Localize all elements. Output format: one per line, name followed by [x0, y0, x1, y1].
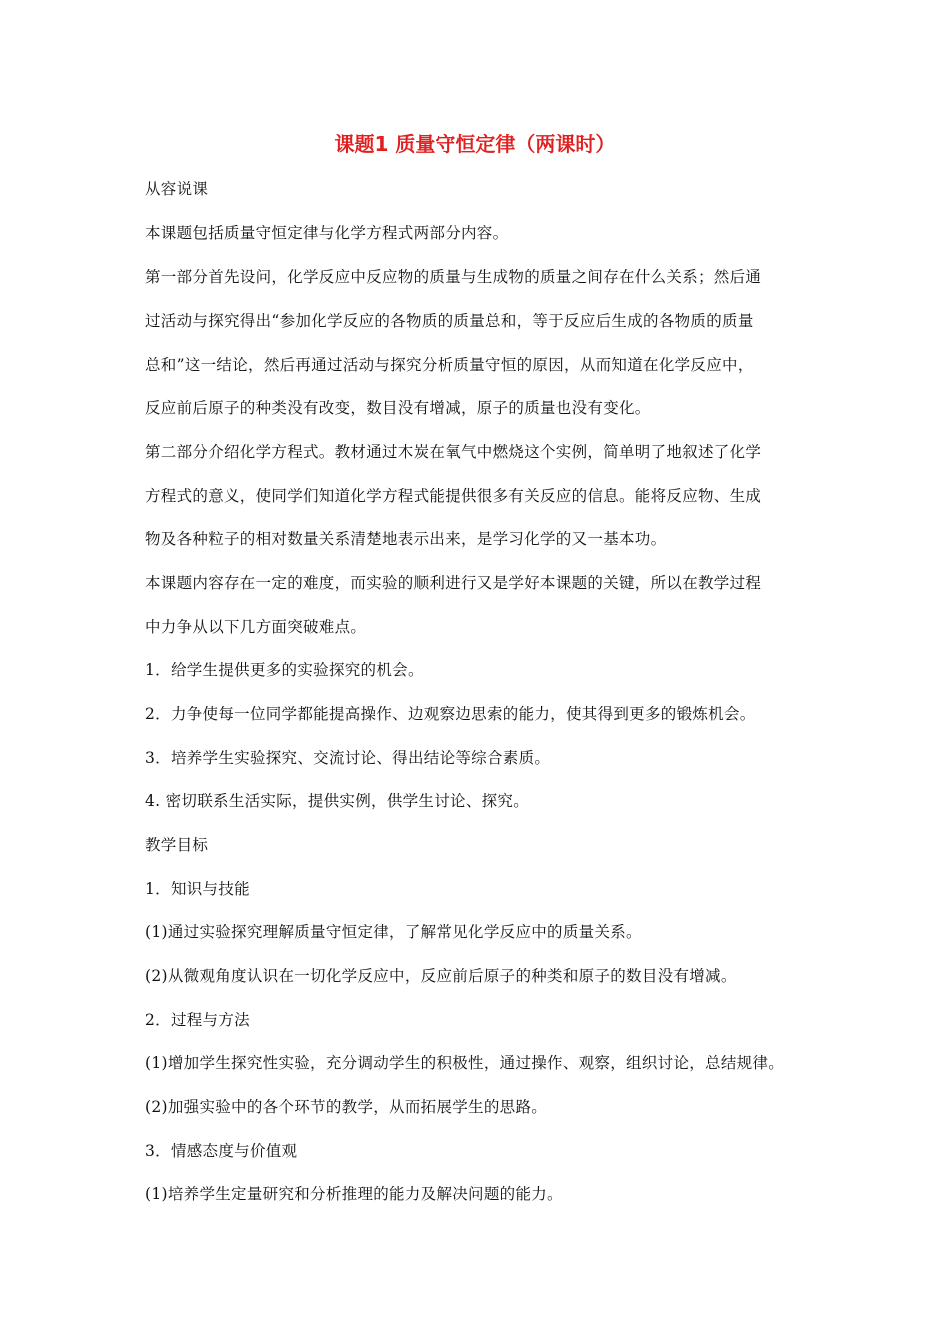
paragraph-line: 反应前后原子的种类没有改变，数目没有增减，原子的质量也没有变化。 [145, 399, 651, 417]
paragraph-line: 本课题包括质量守恒定律与化学方程式两部分内容。 [145, 224, 509, 242]
paragraph-line: 第一部分首先设问，化学反应中反应物的质量与生成物的质量之间存在什么关系；然后通 [145, 268, 762, 286]
subsection-heading: 1．知识与技能 [145, 880, 250, 898]
subsection-heading: 2．过程与方法 [145, 1011, 250, 1029]
paragraph-line: 方程式的意义，使同学们知道化学方程式能提供很多有关反应的信息。能将反应物、生成 [145, 487, 762, 505]
list-item: (2)从微观角度认识在一切化学反应中，反应前后原子的种类和原子的数目没有增减。 [145, 967, 737, 985]
list-item: 3．培养学生实验探究、交流讨论、得出结论等综合素质。 [145, 749, 551, 767]
list-item: (1)培养学生定量研究和分析推理的能力及解决问题的能力。 [145, 1185, 563, 1203]
subsection-heading: 3．情感态度与价值观 [145, 1142, 298, 1160]
paragraph-line: 第二部分介绍化学方程式。教材通过木炭在氧气中燃烧这个实例，简单明了地叙述了化学 [145, 443, 762, 461]
list-item: 4. 密切联系生活实际，提供实例，供学生讨论、探究。 [145, 792, 530, 810]
paragraph-line: 总和”这一结论，然后再通过活动与探究分析质量守恒的原因，从而知道在化学反应中， [145, 356, 754, 374]
section-heading-goals: 教学目标 [145, 836, 209, 854]
document-title: 课题1 质量守恒定律（两课时） [334, 132, 616, 156]
list-item: (1)通过实验探究理解质量守恒定律，了解常见化学反应中的质量关系。 [145, 923, 642, 941]
list-item: (2)加强实验中的各个环节的教学，从而拓展学生的思路。 [145, 1098, 548, 1116]
paragraph-line: 本课题内容存在一定的难度，而实验的顺利进行又是学好本课题的关键，所以在教学过程 [145, 574, 762, 592]
list-item: 2．力争使每一位同学都能提高操作、边观察边思索的能力，使其得到更多的锻炼机会。 [145, 705, 756, 723]
list-item: 1．给学生提供更多的实验探究的机会。 [145, 661, 424, 679]
section-heading-shuoke: 从容说课 [145, 180, 209, 198]
paragraph-line: 中力争从以下几方面突破难点。 [145, 618, 367, 636]
list-item: (1)增加学生探究性实验，充分调动学生的积极性，通过操作、观察，组织讨论，总结规律。 [145, 1054, 785, 1072]
paragraph-line: 物及各种粒子的相对数量关系清楚地表示出来，是学习化学的又一基本功。 [145, 530, 667, 548]
paragraph-line: 过活动与探究得出“参加化学反应的各物质的质量总和，等于反应后生成的各物质的质量 [145, 312, 754, 330]
